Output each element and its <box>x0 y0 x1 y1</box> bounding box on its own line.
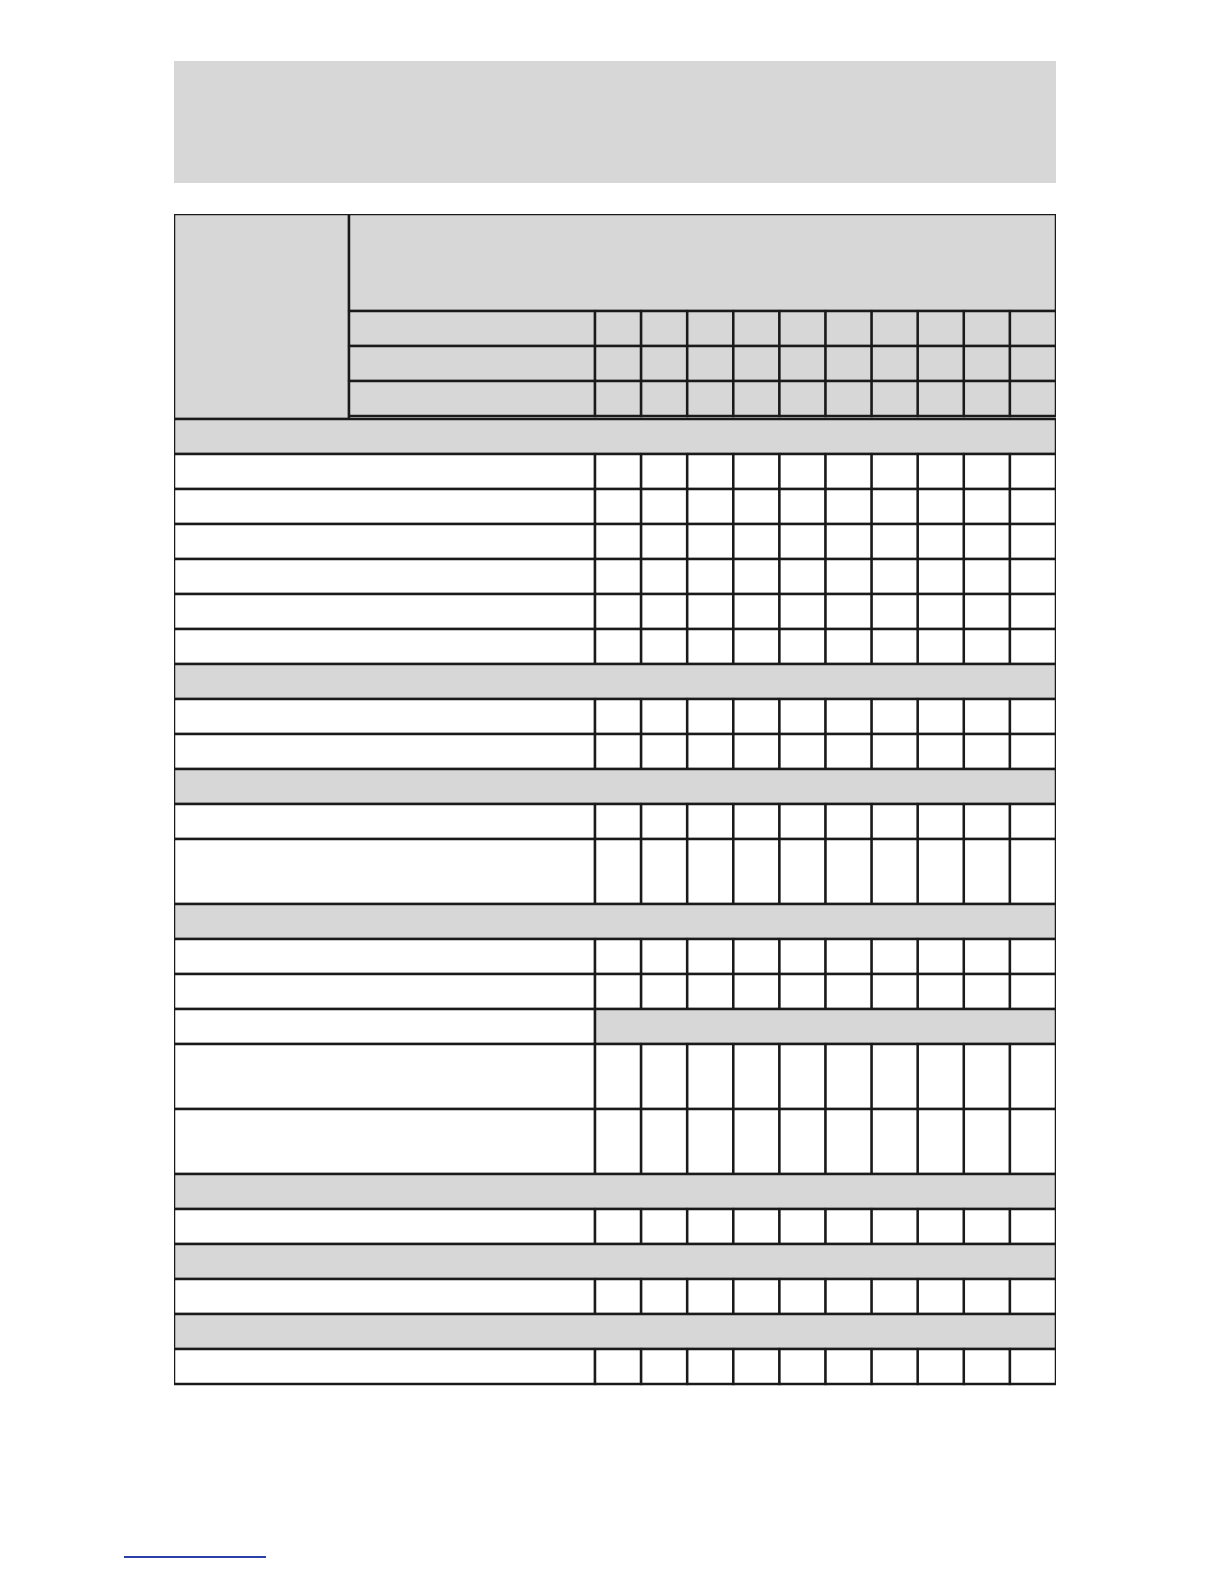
row-value-cell <box>964 1109 1010 1174</box>
header-sub-value-cell <box>1010 381 1056 416</box>
row-value-cell <box>1010 939 1056 974</box>
row-value-cell <box>687 1109 733 1174</box>
row-value-cell <box>641 839 687 904</box>
header-sub-value-cell <box>733 311 779 346</box>
row-value-cell <box>1010 524 1056 559</box>
row-value-cell <box>872 974 918 1009</box>
row-value-cell <box>641 594 687 629</box>
row-value-cell <box>872 734 918 769</box>
row-value-cell <box>964 524 1010 559</box>
row-value-cell <box>872 524 918 559</box>
row-value-cell <box>1010 699 1056 734</box>
row-value-cell <box>641 489 687 524</box>
row-value-cell <box>826 454 872 489</box>
row-value-cell <box>641 699 687 734</box>
row-value-cell <box>826 1209 872 1244</box>
section-row <box>174 664 1056 699</box>
row-value-cell <box>733 454 779 489</box>
row-value-cell <box>687 734 733 769</box>
row-value-cell <box>1010 1349 1056 1384</box>
row-value-cell <box>779 489 825 524</box>
row-label-cell <box>174 1009 595 1044</box>
row-value-cell <box>826 699 872 734</box>
row-value-cell <box>595 839 641 904</box>
section-row <box>174 1314 1056 1349</box>
row-value-cell <box>733 559 779 594</box>
header-left-cell <box>174 214 349 419</box>
row-value-cell <box>779 1279 825 1314</box>
row-value-cell <box>918 1044 964 1109</box>
row-value-cell <box>641 939 687 974</box>
section-row <box>174 1244 1056 1279</box>
row-label-cell <box>174 1209 595 1244</box>
row-value-cell <box>918 454 964 489</box>
row-value-cell <box>779 1044 825 1109</box>
row-value-cell <box>687 629 733 664</box>
row-value-cell <box>872 1109 918 1174</box>
header-sub-value-cell <box>1010 346 1056 381</box>
header-sub-value-cell <box>641 311 687 346</box>
row-value-cell <box>872 594 918 629</box>
header-sub-value-cell <box>826 346 872 381</box>
header-sub-label-cell <box>349 381 595 416</box>
row-value-cell <box>733 804 779 839</box>
row-label-cell <box>174 1279 595 1314</box>
header-sub-value-cell <box>826 311 872 346</box>
row-value-cell <box>1010 974 1056 1009</box>
row-value-cell <box>918 1349 964 1384</box>
row-value-cell <box>687 1044 733 1109</box>
row-value-cell <box>1010 1279 1056 1314</box>
row-value-cell <box>687 699 733 734</box>
row-value-cell <box>733 839 779 904</box>
row-value-cell <box>872 1279 918 1314</box>
header-sub-value-cell <box>687 381 733 416</box>
row-value-cell <box>826 489 872 524</box>
row-value-cell <box>687 594 733 629</box>
row-value-cell <box>641 974 687 1009</box>
header-sub-value-cell <box>687 311 733 346</box>
row-value-cell <box>872 804 918 839</box>
row-value-cell <box>918 594 964 629</box>
data-table <box>174 214 1056 1396</box>
row-value-cell <box>641 454 687 489</box>
row-value-cell <box>641 1209 687 1244</box>
row-value-cell <box>1010 1109 1056 1174</box>
span-value-cell <box>595 1009 1056 1044</box>
row-value-cell <box>779 524 825 559</box>
row-value-cell <box>595 489 641 524</box>
row-value-cell <box>826 1044 872 1109</box>
row-value-cell <box>733 524 779 559</box>
row-value-cell <box>779 559 825 594</box>
row-value-cell <box>641 1044 687 1109</box>
row-value-cell <box>872 1209 918 1244</box>
row-value-cell <box>918 629 964 664</box>
row-value-cell <box>1010 1209 1056 1244</box>
row-label-cell <box>174 974 595 1009</box>
header-sub-value-cell <box>779 381 825 416</box>
row-value-cell <box>872 489 918 524</box>
row-value-cell <box>687 1349 733 1384</box>
row-value-cell <box>964 559 1010 594</box>
row-value-cell <box>687 1209 733 1244</box>
row-value-cell <box>595 974 641 1009</box>
row-value-cell <box>733 734 779 769</box>
row-value-cell <box>779 454 825 489</box>
row-value-cell <box>918 839 964 904</box>
header-sub-value-cell <box>733 381 779 416</box>
row-label-cell <box>174 489 595 524</box>
row-label-cell <box>174 559 595 594</box>
row-value-cell <box>733 974 779 1009</box>
row-value-cell <box>872 454 918 489</box>
row-value-cell <box>733 699 779 734</box>
row-value-cell <box>964 1279 1010 1314</box>
row-label-cell <box>174 454 595 489</box>
row-value-cell <box>918 804 964 839</box>
row-value-cell <box>1010 629 1056 664</box>
row-value-cell <box>595 699 641 734</box>
row-value-cell <box>872 629 918 664</box>
row-value-cell <box>595 939 641 974</box>
section-row <box>174 904 1056 939</box>
row-value-cell <box>964 629 1010 664</box>
row-value-cell <box>1010 454 1056 489</box>
row-value-cell <box>1010 559 1056 594</box>
row-value-cell <box>779 1209 825 1244</box>
row-value-cell <box>826 594 872 629</box>
row-value-cell <box>733 594 779 629</box>
header-sub-value-cell <box>964 311 1010 346</box>
header-sub-value-cell <box>826 381 872 416</box>
row-value-cell <box>641 559 687 594</box>
row-value-cell <box>964 1349 1010 1384</box>
row-value-cell <box>779 939 825 974</box>
header-sub-value-cell <box>964 381 1010 416</box>
row-label-cell <box>174 839 595 904</box>
row-value-cell <box>641 1349 687 1384</box>
row-value-cell <box>595 734 641 769</box>
header-sub-value-cell <box>1010 311 1056 346</box>
row-label-cell <box>174 524 595 559</box>
row-value-cell <box>826 734 872 769</box>
header-sub-value-cell <box>595 346 641 381</box>
row-value-cell <box>733 629 779 664</box>
row-value-cell <box>964 1209 1010 1244</box>
row-value-cell <box>826 1279 872 1314</box>
row-value-cell <box>595 1279 641 1314</box>
section-row <box>174 419 1056 454</box>
row-value-cell <box>1010 1044 1056 1109</box>
header-sub-value-cell <box>641 346 687 381</box>
row-value-cell <box>918 939 964 974</box>
row-value-cell <box>641 629 687 664</box>
row-value-cell <box>1010 594 1056 629</box>
row-value-cell <box>779 974 825 1009</box>
row-value-cell <box>733 1209 779 1244</box>
row-label-cell <box>174 1044 595 1109</box>
row-value-cell <box>1010 489 1056 524</box>
row-value-cell <box>687 524 733 559</box>
row-value-cell <box>964 734 1010 769</box>
row-value-cell <box>687 489 733 524</box>
header-band <box>174 61 1056 183</box>
footer-link[interactable] <box>124 1556 266 1558</box>
row-value-cell <box>964 699 1010 734</box>
row-value-cell <box>872 1349 918 1384</box>
row-value-cell <box>964 1044 1010 1109</box>
header-sub-value-cell <box>779 311 825 346</box>
row-value-cell <box>964 939 1010 974</box>
row-label-cell <box>174 1349 595 1384</box>
row-value-cell <box>641 524 687 559</box>
row-value-cell <box>733 1044 779 1109</box>
row-value-cell <box>826 1349 872 1384</box>
row-value-cell <box>595 1209 641 1244</box>
row-value-cell <box>687 454 733 489</box>
row-value-cell <box>964 454 1010 489</box>
row-value-cell <box>595 524 641 559</box>
header-sub-value-cell <box>733 346 779 381</box>
row-value-cell <box>595 1109 641 1174</box>
row-label-cell <box>174 1109 595 1174</box>
row-value-cell <box>779 839 825 904</box>
row-value-cell <box>826 1109 872 1174</box>
row-value-cell <box>1010 804 1056 839</box>
row-value-cell <box>964 839 1010 904</box>
row-value-cell <box>918 699 964 734</box>
row-value-cell <box>687 804 733 839</box>
row-value-cell <box>779 804 825 839</box>
row-value-cell <box>872 1044 918 1109</box>
header-sub-value-cell <box>964 346 1010 381</box>
row-value-cell <box>687 839 733 904</box>
row-value-cell <box>641 1109 687 1174</box>
row-value-cell <box>918 1109 964 1174</box>
row-value-cell <box>595 559 641 594</box>
header-sub-value-cell <box>641 381 687 416</box>
row-value-cell <box>595 1349 641 1384</box>
row-value-cell <box>826 629 872 664</box>
row-value-cell <box>687 559 733 594</box>
row-value-cell <box>1010 734 1056 769</box>
header-sub-value-cell <box>872 311 918 346</box>
row-value-cell <box>687 1279 733 1314</box>
row-label-cell <box>174 734 595 769</box>
row-label-cell <box>174 804 595 839</box>
row-value-cell <box>733 1279 779 1314</box>
header-sub-value-cell <box>687 346 733 381</box>
row-value-cell <box>595 594 641 629</box>
row-value-cell <box>733 939 779 974</box>
row-value-cell <box>918 1279 964 1314</box>
row-value-cell <box>779 1109 825 1174</box>
row-value-cell <box>826 804 872 839</box>
header-sub-value-cell <box>595 311 641 346</box>
header-sub-label-cell <box>349 346 595 381</box>
row-value-cell <box>826 524 872 559</box>
row-value-cell <box>595 804 641 839</box>
row-value-cell <box>826 939 872 974</box>
header-sub-value-cell <box>918 381 964 416</box>
row-value-cell <box>779 699 825 734</box>
header-sub-value-cell <box>595 381 641 416</box>
header-sub-value-cell <box>779 346 825 381</box>
header-sub-value-cell <box>872 346 918 381</box>
row-value-cell <box>872 559 918 594</box>
row-value-cell <box>733 1109 779 1174</box>
row-value-cell <box>779 1349 825 1384</box>
row-value-cell <box>918 1209 964 1244</box>
row-value-cell <box>641 804 687 839</box>
row-label-cell <box>174 629 595 664</box>
row-value-cell <box>687 974 733 1009</box>
row-value-cell <box>779 594 825 629</box>
row-value-cell <box>918 559 964 594</box>
row-value-cell <box>641 1279 687 1314</box>
row-value-cell <box>964 594 1010 629</box>
row-value-cell <box>779 629 825 664</box>
row-value-cell <box>595 629 641 664</box>
row-value-cell <box>779 734 825 769</box>
row-value-cell <box>872 939 918 974</box>
row-value-cell <box>826 974 872 1009</box>
row-value-cell <box>641 734 687 769</box>
row-label-cell <box>174 594 595 629</box>
row-value-cell <box>964 804 1010 839</box>
row-value-cell <box>826 559 872 594</box>
row-value-cell <box>964 974 1010 1009</box>
row-value-cell <box>595 454 641 489</box>
row-value-cell <box>733 489 779 524</box>
row-value-cell <box>1010 839 1056 904</box>
header-sub-label-cell <box>349 311 595 346</box>
row-value-cell <box>918 974 964 1009</box>
row-value-cell <box>964 489 1010 524</box>
row-value-cell <box>872 699 918 734</box>
header-sub-value-cell <box>918 346 964 381</box>
header-sub-value-cell <box>918 311 964 346</box>
row-value-cell <box>687 939 733 974</box>
row-value-cell <box>595 1044 641 1109</box>
row-value-cell <box>872 839 918 904</box>
row-label-cell <box>174 699 595 734</box>
section-row <box>174 769 1056 804</box>
row-value-cell <box>918 734 964 769</box>
row-label-cell <box>174 939 595 974</box>
header-title-cell <box>349 214 1056 311</box>
table-grid <box>174 214 1056 1396</box>
row-value-cell <box>918 489 964 524</box>
section-row <box>174 1174 1056 1209</box>
row-value-cell <box>826 839 872 904</box>
header-sub-value-cell <box>872 381 918 416</box>
row-value-cell <box>918 524 964 559</box>
row-value-cell <box>733 1349 779 1384</box>
